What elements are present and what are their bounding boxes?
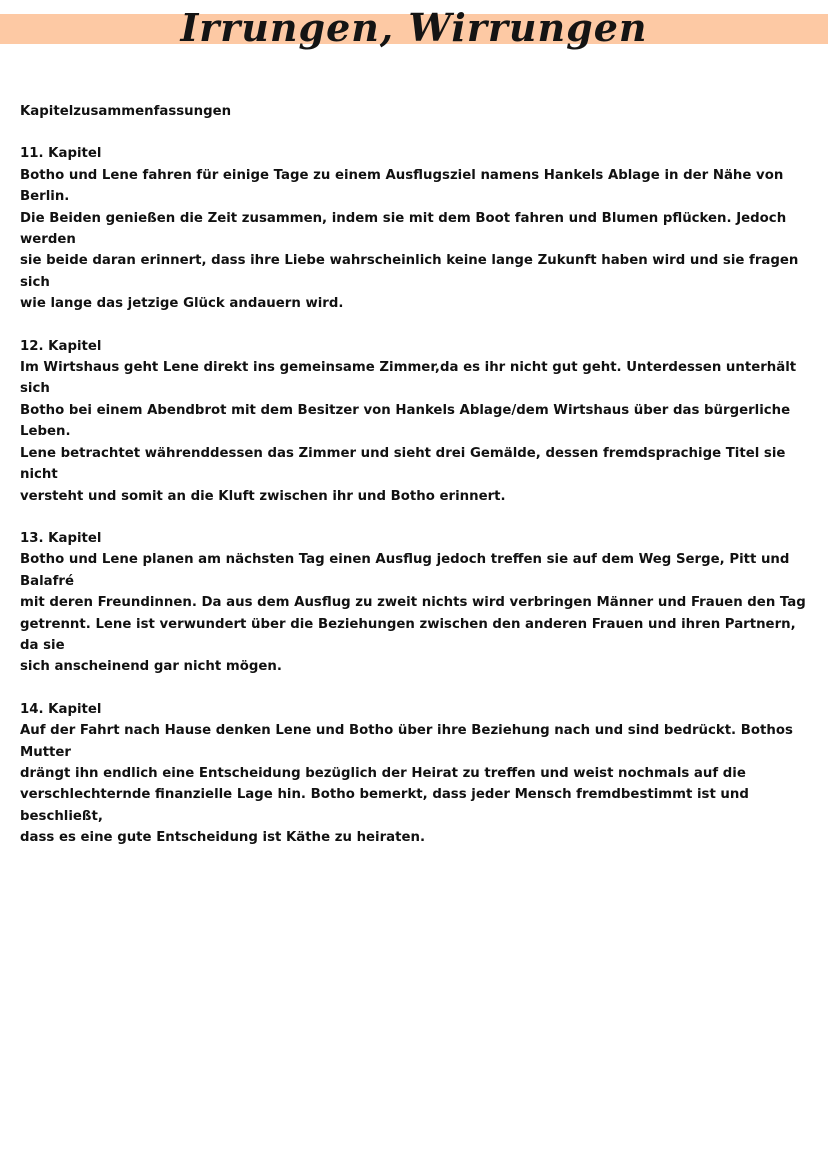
- summary-line: Botho und Lene planen am nächsten Tag einen Ausflug jedoch treffen sie auf dem Weg Serge, Pitt und Balafré: [20, 552, 790, 589]
- summary-line: drängt ihn endlich eine Entscheidung bezüglich der Heirat zu treffen und weist nochmals auf die: [20, 765, 746, 781]
- chapter-summary: [20, 549, 812, 677]
- chapter-title: 12. Kapitel: [20, 338, 102, 354]
- summary-line: verschlechternde finanzielle Lage hin. Botho bemerkt, dass jeder Mensch fremdbestimmt ist und beschließt,: [20, 787, 749, 824]
- summary-line: Auf der Fahrt nach Hause denken Lene und Botho über ihre Beziehung nach und sind bedrückt. Bothos Mutter: [20, 723, 793, 760]
- summary-line: Im Wirtshaus geht Lene direkt ins gemeinsame Zimmer,da es ihr nicht gut geht. Unterdessen unterhält sich: [20, 360, 797, 397]
- chapter-section-11: [20, 143, 812, 314]
- page-title: Irrungen, Wirrungen: [180, 5, 648, 50]
- chapter-summary: [20, 165, 812, 315]
- summary-line: getrennt. Lene ist verwundert über die Beziehungen zwischen den anderen Frauen und ihren Partnern, da sie: [20, 616, 796, 653]
- chapter-title: 14. Kapitel: [20, 701, 102, 717]
- chapter-section-12: [20, 336, 812, 507]
- chapter-section-13: [20, 528, 812, 678]
- chapter-title: 13. Kapitel: [20, 530, 102, 546]
- summary-line: dass es eine gute Entscheidung ist Käthe zu heiraten.: [20, 830, 426, 846]
- summary-line: sich anscheinend gar nicht mögen.: [20, 659, 282, 675]
- summary-line: Lene betrachtet währenddessen das Zimmer und sieht drei Gemälde, dessen fremdsprachige Titel sie nicht: [20, 445, 786, 483]
- summary-line: Die Beiden genießen die Zeit zusammen, indem sie mit dem Boot fahren und Blumen pflücken. Jedoch werden: [20, 210, 787, 248]
- summary-line: Botho bei einem Abendbrot mit dem Besitzer von Hankels Ablage/dem Wirtshaus über das bürgerliche Leben.: [20, 402, 791, 440]
- summary-line: Botho und Lene fahren für einige Tage zu einem Ausflugsziel namens Hankels Ablage in der Nähe von Berlin.: [20, 167, 784, 205]
- chapter-summary: [20, 357, 812, 507]
- summary-line: sie beide daran erinnert, dass ihre Liebe wahrscheinlich keine lange Zukunft haben wird und sie fragen sich: [20, 253, 799, 290]
- summary-line: wie lange das jetzige Glück andauern wird.: [20, 296, 344, 312]
- chapter-title: 11. Kapitel: [20, 146, 102, 162]
- document-body: [20, 101, 812, 849]
- chapter-summary: [20, 720, 812, 848]
- summary-line: versteht und somit an die Kluft zwischen ihr und Botho erinnert.: [20, 488, 506, 504]
- summary-line: mit deren Freundinnen. Da aus dem Ausflug zu zweit nichts wird verbringen Männer und Frauen den Tag: [20, 595, 806, 611]
- document-heading: Kapitelzusammenfassungen: [20, 104, 232, 119]
- chapter-section-14: [20, 699, 812, 849]
